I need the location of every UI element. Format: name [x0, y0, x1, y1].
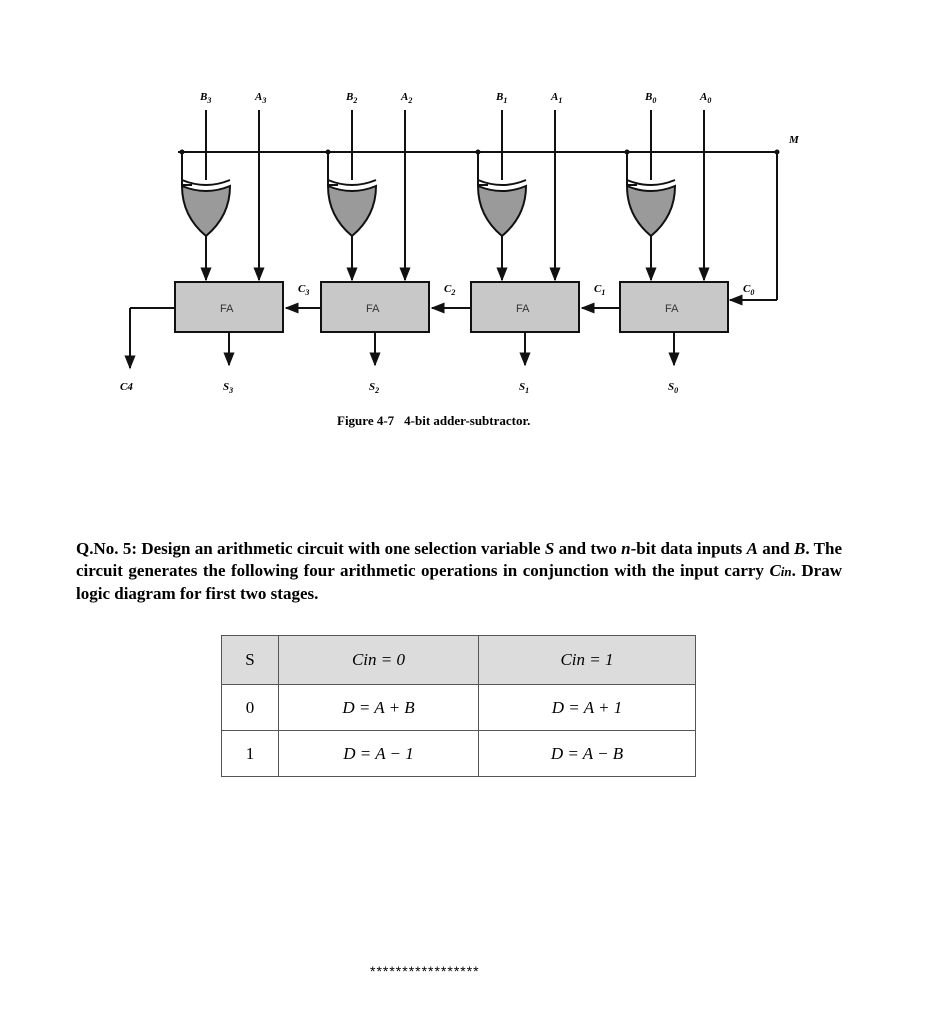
- carry-label: $C_3$: [298, 283, 310, 297]
- sum-label: $S_1$: [519, 381, 530, 395]
- input-b-label: $B_0$: [645, 91, 657, 105]
- stage-1: [321, 91, 471, 395]
- table-row: [222, 731, 696, 777]
- xor-gate: [182, 186, 230, 236]
- sum-label: $S_2$: [369, 381, 380, 395]
- stages: [175, 91, 754, 395]
- input-a-label: $A_2$: [401, 91, 413, 105]
- stage-0: [175, 91, 321, 395]
- carry-label: $C_0$: [743, 283, 755, 297]
- input-b-label: $B_3$: [200, 91, 212, 105]
- caption-text: 4-bit adder-subtractor.: [404, 413, 531, 428]
- stage-2: [471, 91, 620, 395]
- stage-3: [620, 91, 754, 395]
- table-cell: D = A + B: [279, 685, 479, 731]
- var-a: A: [746, 539, 758, 558]
- table-header-row: [222, 636, 696, 685]
- table-row: [222, 685, 696, 731]
- question-text: [76, 538, 842, 605]
- mode-label: M: [789, 134, 799, 146]
- input-a-label: $A_1$: [551, 91, 563, 105]
- full-adder-label: FA: [220, 303, 234, 315]
- figure-caption: [337, 413, 530, 429]
- question-prefix: Q.No. 5:: [76, 539, 137, 558]
- carry-out-label: C4: [120, 381, 133, 393]
- table-header-cin1: Cin = 1: [479, 636, 696, 685]
- var-cin-sub: in: [780, 564, 792, 579]
- input-a-label: $A_0$: [700, 91, 712, 105]
- var-s: S: [544, 539, 555, 558]
- xor-gate: [328, 186, 376, 236]
- input-b-label: $B_2$: [346, 91, 358, 105]
- question-part-1: Design an arithmetic circuit with one selection variable: [137, 539, 545, 558]
- table-header-s: S: [222, 636, 279, 685]
- question-part-5: . The circuit generates the following four arithmetic operations in conjunction with the input carry: [76, 539, 842, 580]
- var-cin: C: [769, 561, 781, 580]
- adder-subtractor-diagram: [0, 0, 933, 440]
- full-adder-label: FA: [665, 303, 679, 315]
- footer-stars: *****************: [370, 963, 480, 979]
- table-cell: D = A − 1: [279, 731, 479, 777]
- input-a-label: $A_3$: [255, 91, 267, 105]
- caption-number: Figure 4-7: [337, 413, 395, 428]
- question-part-4: and: [757, 539, 795, 558]
- table-header-cin0: Cin = 0: [279, 636, 479, 685]
- carry-label: $C_1$: [594, 283, 606, 297]
- input-b-label: $B_1$: [496, 91, 508, 105]
- question-part-3: -bit data inputs: [630, 539, 747, 558]
- xor-gate: [478, 186, 526, 236]
- sum-label: $S_3$: [223, 381, 234, 395]
- table-cell: D = A − B: [479, 731, 696, 777]
- question-part-2: and two: [554, 539, 622, 558]
- carry-label: $C_2$: [444, 283, 456, 297]
- full-adder-label: FA: [366, 303, 380, 315]
- operations-table: [221, 635, 696, 777]
- question-part-6: . Draw logic diagram for first two stages.: [76, 561, 842, 603]
- table-cell: 0: [222, 685, 279, 731]
- table-cell: D = A + 1: [479, 685, 696, 731]
- full-adder-label: FA: [516, 303, 530, 315]
- var-n: n: [621, 539, 631, 558]
- var-b: B: [794, 539, 806, 558]
- xor-gate: [627, 186, 675, 236]
- table-cell: 1: [222, 731, 279, 777]
- sum-label: $S_0$: [668, 381, 679, 395]
